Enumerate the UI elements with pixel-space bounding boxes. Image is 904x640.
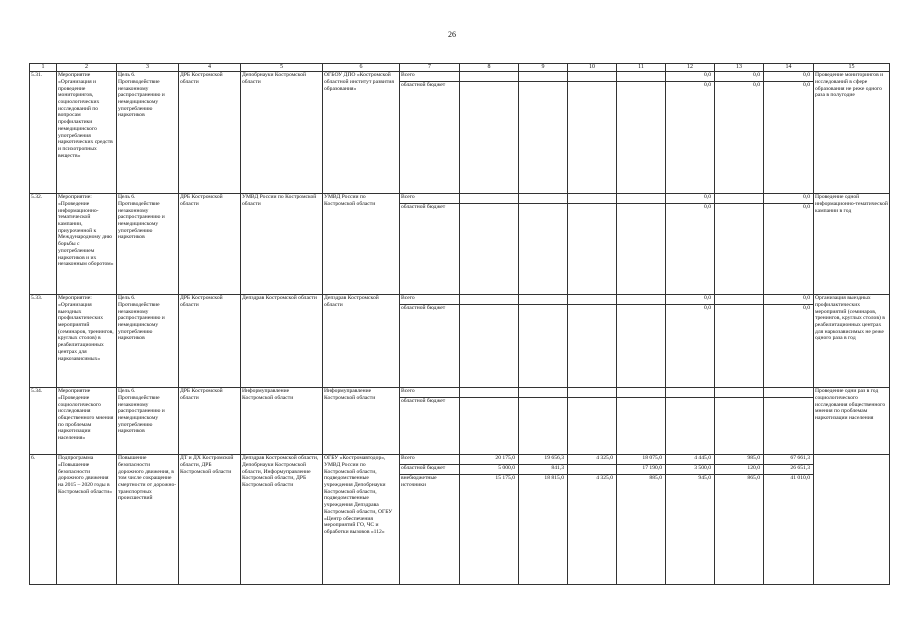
amount-cell: 0,0 bbox=[764, 72, 814, 82]
amount-cell: 20 175,0 bbox=[460, 455, 519, 465]
amount-cell: 945,0 bbox=[666, 475, 715, 585]
amount-cell bbox=[617, 305, 666, 388]
amount-cell: 67 661,3 bbox=[764, 455, 814, 465]
amount-cell bbox=[568, 388, 617, 398]
participant-cell: Информуправление Костромской области bbox=[323, 388, 400, 455]
amount-cell: 0,0 bbox=[666, 72, 715, 82]
amount-cell: 0,0 bbox=[666, 295, 715, 305]
item-number: 5.32. bbox=[30, 194, 57, 295]
amount-cell bbox=[460, 295, 519, 305]
participant-cell: Депздрав Костромской области bbox=[323, 295, 400, 388]
amount-cell: 19 656,3 bbox=[519, 455, 568, 465]
amount-cell bbox=[568, 194, 617, 204]
item-number: 5.34. bbox=[30, 388, 57, 455]
amount-cell bbox=[460, 72, 519, 82]
header-cell: 1 bbox=[30, 64, 57, 72]
amount-cell: 885,0 bbox=[617, 475, 666, 585]
responsible-cell: ДРБ Костромской области bbox=[179, 295, 241, 388]
amount-cell bbox=[519, 398, 568, 455]
expected-result: Проведение одной информационно-тематической кампании в год bbox=[814, 194, 890, 295]
event-name: Мероприятие: «Организация выездных профилактических мероприятий (семинаров, тренингов, круглых столов) в реабилитационных центрах для наркозависимых» bbox=[57, 295, 117, 388]
table-row bbox=[30, 72, 890, 82]
goal-cell: Цель 6. Противодействие незаконному распространению и немедицинскому употреблению наркотиков bbox=[117, 295, 179, 388]
goal-cell: Цель 6. Противодействие незаконному распространению и немедицинскому употреблению наркотиков bbox=[117, 72, 179, 194]
amount-cell: 0,0 bbox=[666, 194, 715, 204]
amount-cell: 0,0 bbox=[764, 295, 814, 305]
header-cell: 9 bbox=[519, 64, 568, 72]
amount-cell bbox=[519, 388, 568, 398]
goal-cell: Повышение безопасности дорожного движения, в том числе сокращение смертности от дорожно-транспортных происшествий bbox=[117, 455, 179, 585]
funding-source: Всего bbox=[400, 455, 460, 465]
item-number: 5.31. bbox=[30, 72, 57, 194]
amount-cell: 0,0 bbox=[764, 194, 814, 204]
amount-cell: 0,0 bbox=[764, 305, 814, 388]
amount-cell: 18 815,0 bbox=[519, 475, 568, 585]
coexecutor-cell: Депздрав Костромской области, Депобрнауки Костромской области, Информуправление Костромской области, ДРБ Костромской области bbox=[241, 455, 323, 585]
responsible-cell: ДРБ Костромской области bbox=[179, 388, 241, 455]
responsible-cell: ДРБ Костромской области bbox=[179, 194, 241, 295]
amount-cell: 841,3 bbox=[519, 465, 568, 475]
coexecutor-cell: Депобрнауки Костромской области bbox=[241, 72, 323, 194]
amount-cell bbox=[764, 398, 814, 455]
coexecutor-cell: Депздрав Костромской области bbox=[241, 295, 323, 388]
amount-cell: 3 500,0 bbox=[666, 465, 715, 475]
amount-cell bbox=[460, 398, 519, 455]
table-row bbox=[30, 295, 890, 305]
amount-cell bbox=[617, 388, 666, 398]
funding-source: областной бюджет bbox=[400, 82, 460, 194]
coexecutor-cell: Информуправление Костромской области bbox=[241, 388, 323, 455]
amount-cell: 120,0 bbox=[715, 465, 764, 475]
amount-cell: 26 651,3 bbox=[764, 465, 814, 475]
amount-cell bbox=[617, 72, 666, 82]
funding-source: областной бюджет bbox=[400, 398, 460, 455]
amount-cell bbox=[617, 398, 666, 455]
amount-cell bbox=[460, 82, 519, 194]
participant-cell: ОГБОУ ДПО «Костромской областной институт развития образования» bbox=[323, 72, 400, 194]
funding-source: Всего bbox=[400, 295, 460, 305]
amount-cell bbox=[519, 295, 568, 305]
header-cell: 3 bbox=[117, 64, 179, 72]
participant-cell: ОГБУ «Костромавтодор», УМВД России по Костромской области, подведомственные учреждения Депобрнауки Костромской области, подведомственные учреждения Депздрава Костромской области, ОГБУ «Центр обеспечения мероприятий ГО, ЧС и обработки вызовов «112» bbox=[323, 455, 400, 585]
amount-cell: 0,0 bbox=[666, 204, 715, 295]
amount-cell: 0,0 bbox=[764, 82, 814, 194]
event-name: Мероприятие «Организация и проведение мониторингов, социологических исследований по вопросам профилактики немедицинского употребления наркотических средств и психотропных веществ» bbox=[57, 72, 117, 194]
amount-cell bbox=[460, 305, 519, 388]
coexecutor-cell: УМВД России по Костромской области bbox=[241, 194, 323, 295]
amount-cell bbox=[460, 194, 519, 204]
table-row bbox=[30, 388, 890, 398]
event-name: Мероприятие «Проведение социологического исследования общественного мнения по проблемам наркотизации населения» bbox=[57, 388, 117, 455]
expected-result: Организация выездных профилактических мероприятий (семинаров, тренингов, круглых столов) в реабилитационных центрах для наркозависимых не реже одного раза в год bbox=[814, 295, 890, 388]
amount-cell: 17 190,0 bbox=[617, 465, 666, 475]
header-cell: 10 bbox=[568, 64, 617, 72]
page-number: 26 bbox=[448, 30, 456, 39]
responsible-cell: ДРБ Костромской области bbox=[179, 72, 241, 194]
amount-cell bbox=[568, 465, 617, 475]
table-row bbox=[30, 194, 890, 204]
amount-cell bbox=[519, 82, 568, 194]
amount-cell bbox=[568, 204, 617, 295]
amount-cell bbox=[460, 204, 519, 295]
funding-source: областной бюджет bbox=[400, 204, 460, 295]
amount-cell: 5 000,0 bbox=[460, 465, 519, 475]
header-row bbox=[30, 64, 890, 72]
amount-cell bbox=[715, 388, 764, 398]
amount-cell bbox=[519, 305, 568, 388]
amount-cell: 0,0 bbox=[715, 82, 764, 194]
funding-source: внебюджетные источники bbox=[400, 475, 460, 585]
amount-cell bbox=[715, 204, 764, 295]
amount-cell: 41 010,0 bbox=[764, 475, 814, 585]
funding-source: областной бюджет bbox=[400, 465, 460, 475]
amount-cell: 15 175,0 bbox=[460, 475, 519, 585]
amount-cell bbox=[715, 305, 764, 388]
header-cell: 2 bbox=[57, 64, 117, 72]
event-name: Мероприятие: «Проведение информационно-тематической кампании, приуроченной к Международному дню борьбы с употреблением наркотиков и их незаконным оборотом» bbox=[57, 194, 117, 295]
amount-cell: 0,0 bbox=[715, 72, 764, 82]
header-cell: 12 bbox=[666, 64, 715, 72]
amount-cell: 865,0 bbox=[715, 475, 764, 585]
funding-source: областной бюджет bbox=[400, 305, 460, 388]
goal-cell: Цель 6. Противодействие незаконному распространению и немедицинскому употреблению наркотиков bbox=[117, 388, 179, 455]
funding-source: Всего bbox=[400, 194, 460, 204]
header-cell: 15 bbox=[814, 64, 890, 72]
amount-cell bbox=[617, 82, 666, 194]
amount-cell bbox=[460, 388, 519, 398]
amount-cell: 0,0 bbox=[666, 82, 715, 194]
header-cell: 5 bbox=[241, 64, 323, 72]
funding-source: Всего bbox=[400, 388, 460, 398]
amount-cell bbox=[519, 204, 568, 295]
funding-source: Всего bbox=[400, 72, 460, 82]
event-name: Подпрограмма «Повышение безопасности дорожного движения на 2015 – 2020 годы в Костромской области» bbox=[57, 455, 117, 585]
header-cell: 8 bbox=[460, 64, 519, 72]
amount-cell: 4 325,0 bbox=[568, 475, 617, 585]
expected-result bbox=[814, 455, 890, 585]
amount-cell bbox=[666, 398, 715, 455]
amount-cell bbox=[715, 398, 764, 455]
amount-cell: 18 075,0 bbox=[617, 455, 666, 465]
item-number: 6. bbox=[30, 455, 57, 585]
amount-cell bbox=[519, 72, 568, 82]
amount-cell bbox=[519, 194, 568, 204]
program-table bbox=[29, 63, 890, 585]
header-cell: 13 bbox=[715, 64, 764, 72]
amount-cell bbox=[568, 295, 617, 305]
goal-cell: Цель 6. Противодействие незаконному распространению и немедицинскому употреблению наркотиков bbox=[117, 194, 179, 295]
amount-cell bbox=[568, 398, 617, 455]
header-cell: 6 bbox=[323, 64, 400, 72]
amount-cell: 0,0 bbox=[764, 204, 814, 295]
amount-cell bbox=[666, 388, 715, 398]
table-row bbox=[30, 455, 890, 465]
amount-cell: 985,0 bbox=[715, 455, 764, 465]
header-cell: 11 bbox=[617, 64, 666, 72]
amount-cell: 4 445,0 bbox=[666, 455, 715, 465]
header-cell: 4 bbox=[179, 64, 241, 72]
participant-cell: УМВД России по Костромской области bbox=[323, 194, 400, 295]
item-number: 5.33. bbox=[30, 295, 57, 388]
header-cell: 14 bbox=[764, 64, 814, 72]
amount-cell bbox=[715, 194, 764, 204]
amount-cell: 4 325,0 bbox=[568, 455, 617, 465]
amount-cell bbox=[568, 305, 617, 388]
amount-cell bbox=[715, 295, 764, 305]
amount-cell bbox=[568, 82, 617, 194]
amount-cell bbox=[764, 388, 814, 398]
amount-cell bbox=[568, 72, 617, 82]
expected-result: Проведение одни раз в год социологического исследования общественного мнения по проблемам наркотизации населения bbox=[814, 388, 890, 455]
responsible-cell: ДТ и ДХ Костромской области, ДРБ Костромской области bbox=[179, 455, 241, 585]
expected-result: Проведение мониторингов и исследований в сфере образования не реже одного раза в полугодие bbox=[814, 72, 890, 194]
header-cell: 7 bbox=[400, 64, 460, 72]
amount-cell bbox=[617, 194, 666, 204]
amount-cell: 0,0 bbox=[666, 305, 715, 388]
amount-cell bbox=[617, 295, 666, 305]
amount-cell bbox=[617, 204, 666, 295]
